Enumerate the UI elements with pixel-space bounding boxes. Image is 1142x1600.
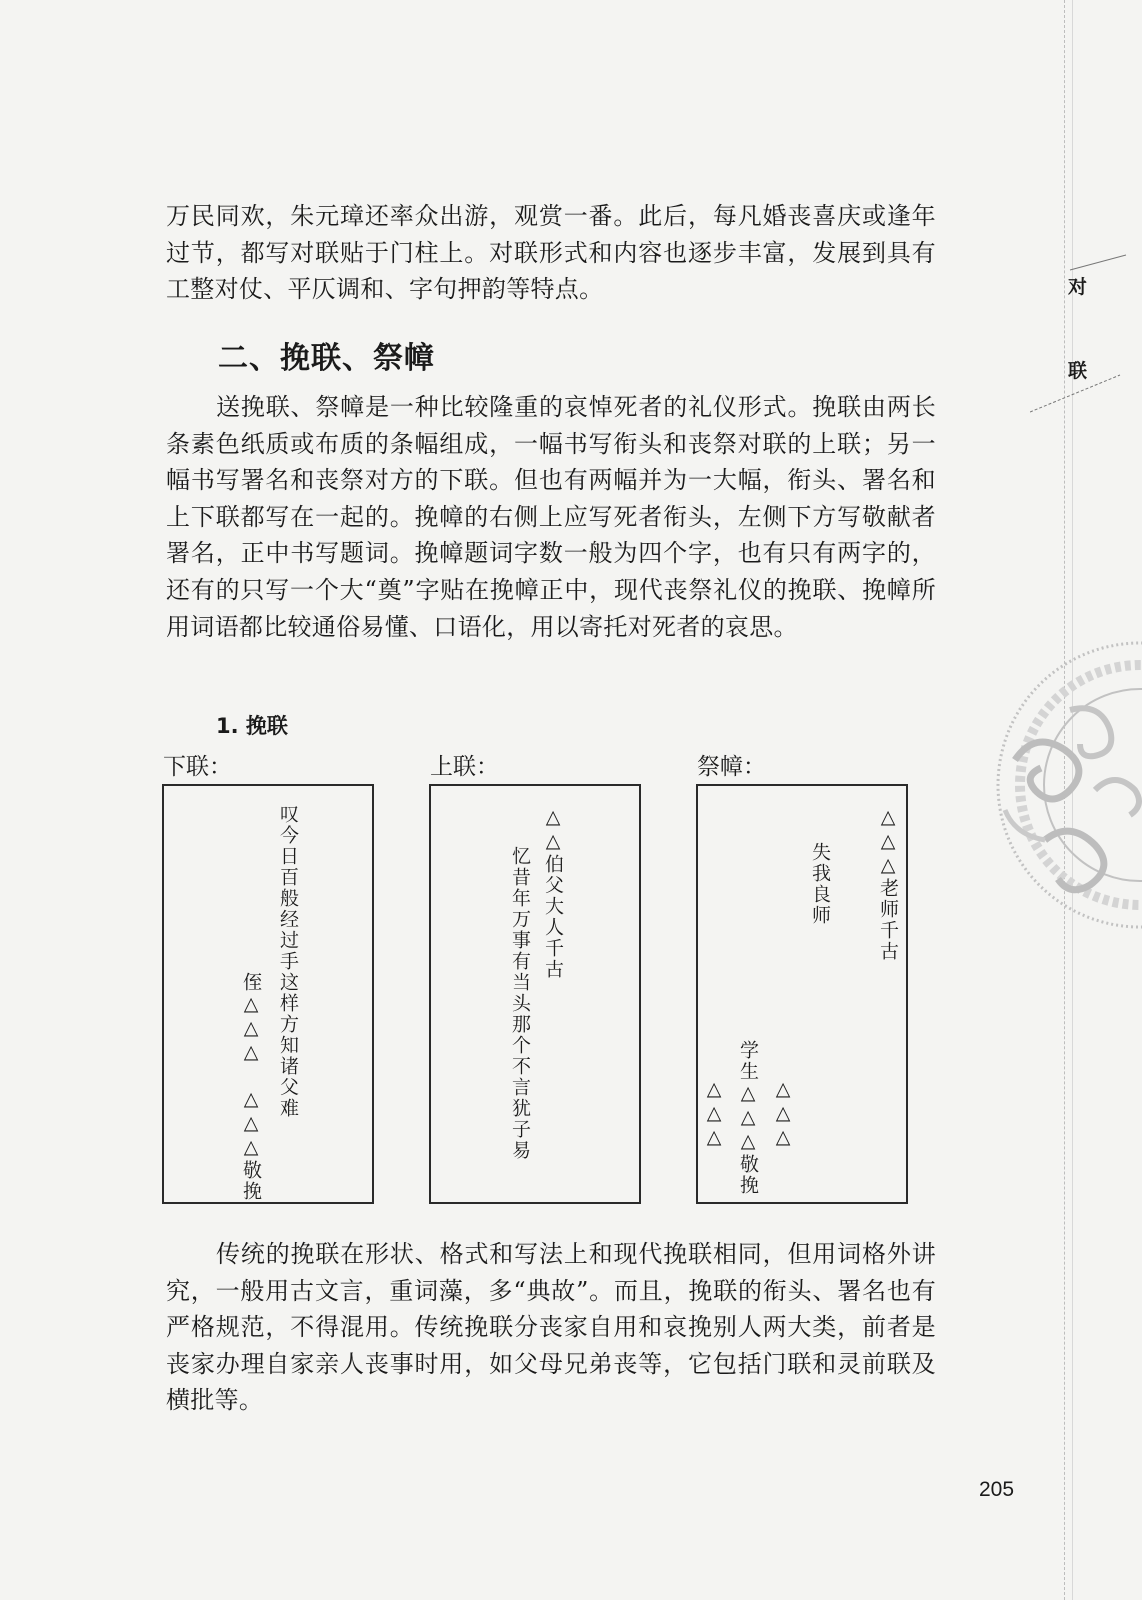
upper-couplet-header: △△伯父大人千古: [542, 806, 564, 980]
body-paragraph-3: 传统的挽联在形状、格式和写法上和现代挽联相同，但用词格外讲究，一般用古文言，重词藻，多“典故”。而且，挽联的衔头、署名也有严格规范，不得混用。传统挽联分丧家自用和哀挽别人两大类，前者是丧家办理自家亲人丧事时用，如父母兄弟丧等，它包括门联和灵前联及横批等。: [166, 1240, 936, 1415]
upper-couplet-label: 上联：: [430, 754, 499, 780]
memorial-scroll-box: [696, 784, 908, 1204]
section-heading: 二、挽联、祭幛: [218, 341, 435, 376]
cloud-pattern-medallion: [975, 640, 1142, 930]
lower-couplet-label: 下联：: [163, 754, 232, 780]
lower-couplet-box: [162, 784, 374, 1204]
memorial-scroll-signer-col-1: △△△: [703, 1078, 725, 1150]
body-paragraph-2: 送挽联、祭幛是一种比较隆重的哀悼死者的礼仪形式。挽联由两长条素色纸质或布质的条幅组成，一幅书写衔头和丧祭对联的上联；另一幅书写署名和丧祭对方的下联。但也有两幅并为一大幅，衔头、署名和上下联都写在一起的。挽幛的右侧上应写死者衔头，左侧下方写敬献者署名，正中书写题词。挽幛题词字数一般为四个字，也有只有两字的，还有的只写一个大“奠”字贴在挽幛正中，现代丧祭礼仪的挽联、挽幛所用词语都比较通俗易懂、口语化，用以寄托对死者的哀思。: [166, 393, 936, 641]
lower-couplet-text: 叹今日百般经过手这样方知诸父难: [277, 804, 299, 1119]
body-paragraph-1: 万民同欢，朱元璋还率众出游，观赏一番。此后，每凡婚丧喜庆或逢年过节，都写对联贴于门柱上。对联形式和内容也逐步丰富，发展到具有工整对仗、平仄调和、字句押韵等特点。: [166, 202, 936, 304]
lower-couplet-signer-name: △△△敬挽: [240, 1088, 262, 1202]
upper-couplet-text: 忆昔年万事有当头那个不言犹子易: [509, 846, 531, 1161]
subsection-heading: 1. 挽联: [216, 714, 288, 738]
memorial-scroll-header: △△△老师千古: [877, 806, 899, 962]
side-tab-char-1: 对: [1068, 276, 1088, 298]
lower-couplet-signer-relation: 侄△△△: [240, 972, 262, 1065]
side-tab-char-2: 联: [1068, 360, 1088, 382]
memorial-scroll-signer-col-3: △△△: [772, 1078, 794, 1150]
page-number: 205: [979, 1478, 1015, 1501]
memorial-scroll-inscription: 失我良师: [809, 842, 831, 926]
memorial-scroll-label: 祭幛：: [697, 754, 766, 780]
upper-couplet-box: [429, 784, 641, 1204]
memorial-scroll-signer-col-2: 学生△△△敬挽: [737, 1040, 759, 1196]
